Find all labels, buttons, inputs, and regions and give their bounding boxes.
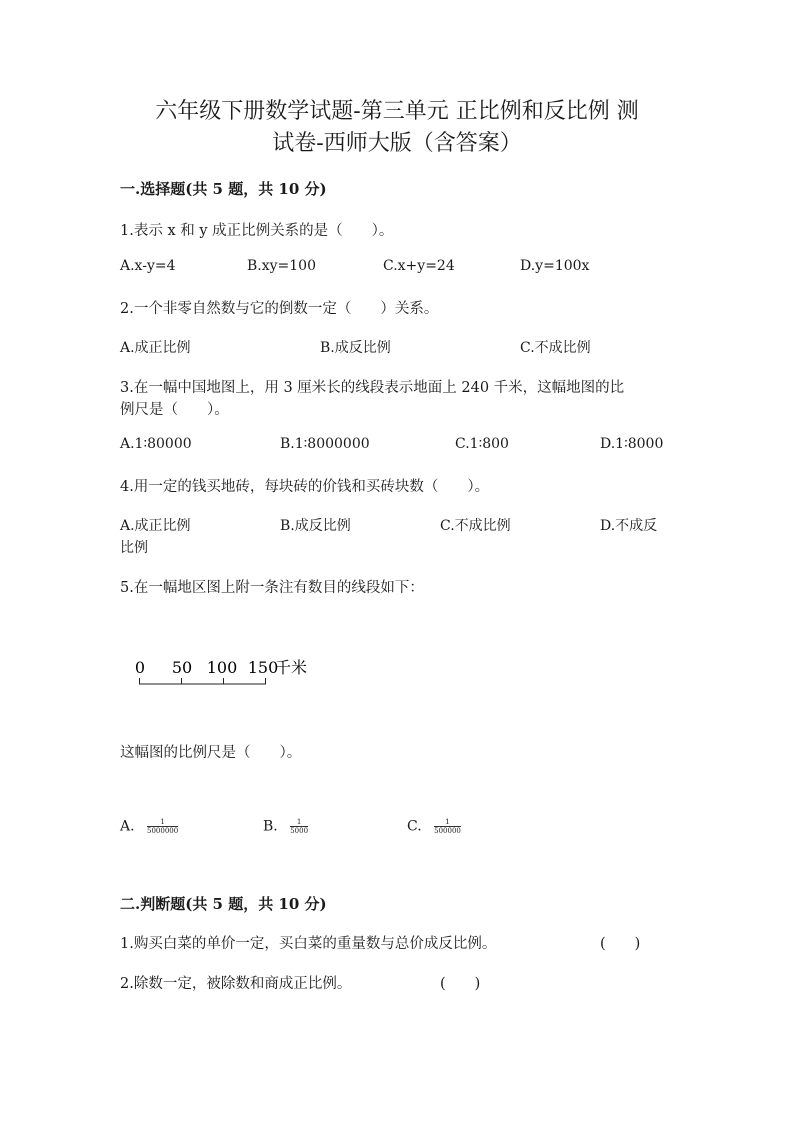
question-3-option-c: C.1∶800: [455, 436, 509, 452]
question-5-question: 这幅图的比例尺是（ ）。: [120, 745, 302, 761]
option-letter: C.: [407, 818, 422, 835]
question-1-option-a: A.x-y=4: [120, 258, 176, 274]
scale-bar-figure: [120, 650, 340, 695]
question-3-stem-line-2: 例尺是（ ）。: [120, 402, 229, 418]
question-1-stem: 1.表示 x 和 y 成正比例关系的是（ ）。: [120, 223, 394, 239]
option-letter: B.: [263, 818, 278, 835]
question-2-option-c: C.不成比例: [520, 340, 591, 356]
judgement-2-blank: ( ): [440, 976, 481, 992]
question-1-option-d: D.y=100x: [520, 258, 590, 274]
question-1-option-c: C.x+y=24: [383, 258, 455, 274]
section-heading-choice: 一.选择题(共 5 题，共 10 分): [120, 180, 327, 198]
page-title-line-2: 试卷-西师大版（含答案）: [272, 131, 522, 156]
question-2-option-b: B.成反比例: [320, 340, 391, 356]
question-4-option-b: B.成反比例: [280, 518, 351, 534]
fraction-denominator: 5000000: [147, 827, 179, 835]
judgement-1-blank: ( ): [600, 936, 641, 952]
scale-unit: 千米: [275, 658, 308, 677]
question-5-option-a: [120, 818, 178, 835]
question-5-option-c: [407, 818, 461, 835]
judgement-2-stem: 2.除数一定，被除数和商成正比例。: [120, 976, 352, 992]
question-4-option-c: C.不成比例: [440, 518, 511, 534]
question-4-option-a: A.成正比例: [120, 518, 191, 534]
question-3-option-a: A.1∶80000: [120, 436, 192, 452]
question-3-option-d: D.1∶8000: [600, 436, 664, 452]
scale-label-100: 100: [206, 658, 238, 677]
fraction-denominator: 500000: [434, 827, 461, 835]
question-4-option-d: D.不成反: [600, 518, 658, 534]
fraction-numerator: 1: [147, 818, 178, 827]
fraction-numerator: 1: [434, 818, 461, 827]
question-1-option-b: B.xy=100: [247, 258, 316, 274]
fraction-denominator: 5000: [290, 827, 309, 835]
fraction: [290, 818, 308, 835]
scale-label-0: 0: [134, 658, 146, 677]
question-2-stem: 2.一个非零自然数与它的倒数一定（ ）关系。: [120, 301, 439, 317]
option-letter: A.: [120, 818, 135, 835]
question-3-stem-line-1: 3.在一幅中国地图上，用 3 厘米长的线段表示地面上 240 千米，这幅地图的比: [120, 380, 625, 396]
scale-label-50: 50: [171, 658, 193, 677]
question-5-stem: 5.在一幅地区图上附一条注有数目的线段如下：: [120, 580, 424, 596]
question-3-option-b: B.1∶8000000: [280, 436, 370, 452]
page-title-line-1: 六年级下册数学试题-第三单元 正比例和反比例 测: [155, 99, 639, 124]
fraction: [434, 818, 461, 835]
judgement-1-stem: 1.购买白菜的单价一定，买白菜的重量数与总价成反比例。: [120, 936, 497, 952]
question-5-option-b: [263, 818, 308, 835]
section-heading-judgement: 二.判断题(共 5 题，共 10 分): [120, 895, 327, 913]
scale-label-150: 150: [247, 658, 279, 677]
fraction: [147, 818, 178, 835]
fraction-numerator: 1: [290, 818, 308, 827]
question-4-option-d-wrap: 比例: [120, 540, 148, 556]
question-2-option-a: A.成正比例: [120, 340, 191, 356]
question-4-stem: 4.用一定的钱买地砖，每块砖的价钱和买砖块数（ ）。: [120, 479, 490, 495]
